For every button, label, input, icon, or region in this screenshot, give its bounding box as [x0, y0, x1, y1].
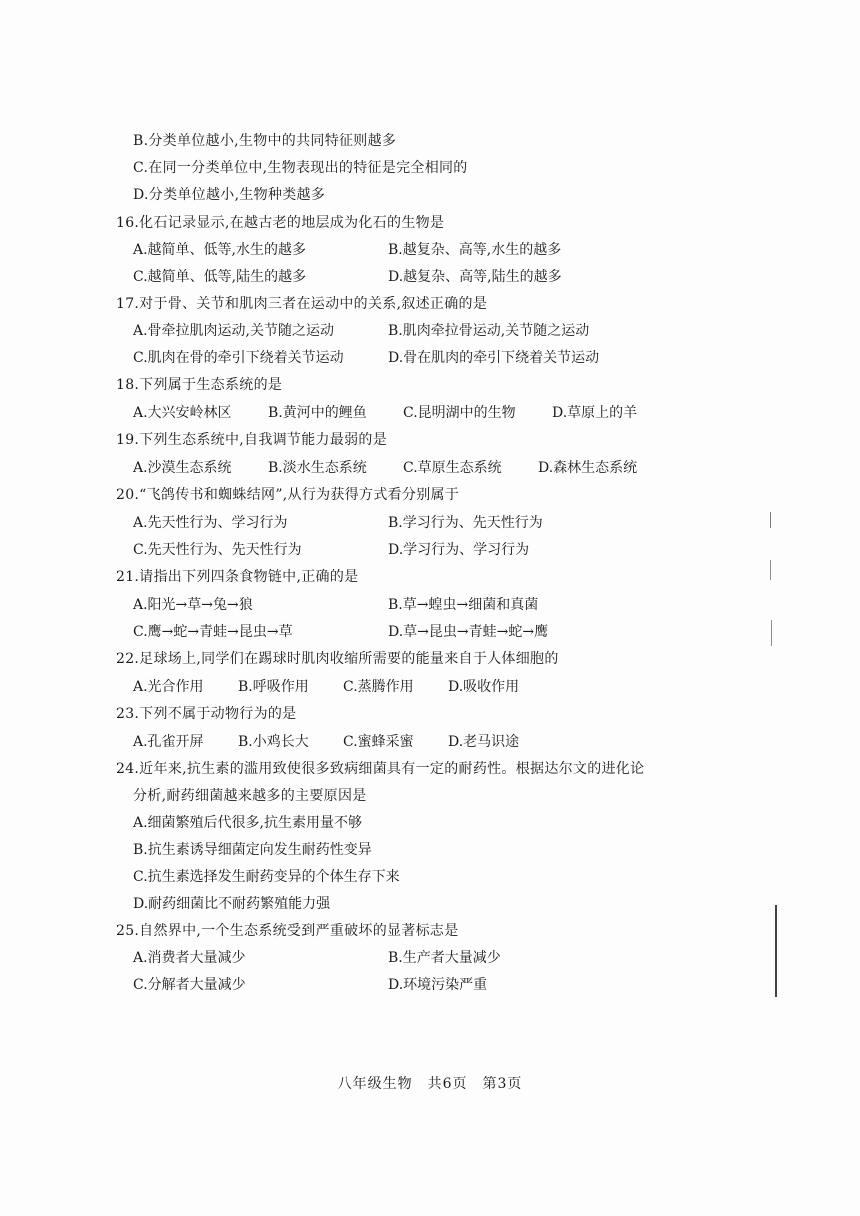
option-b: B.学习行为、先天性行为	[388, 515, 543, 531]
option-c: C.蜜蜂采蜜	[343, 734, 414, 750]
scan-mark	[771, 620, 772, 646]
option-b: B.肌肉牵拉骨运动,关节随之运动	[388, 323, 590, 339]
option-b: B.小鸡长大	[238, 734, 309, 750]
option-d: D.越复杂、高等,陆生的越多	[388, 269, 562, 285]
option-c: C.蒸腾作用	[343, 679, 414, 695]
option-c: C.先天性行为、先天性行为	[133, 542, 302, 558]
page-footer: 八年级生物 共6页 第3页	[337, 1076, 523, 1092]
question-stem: 25.自然界中,一个生态系统受到严重破坏的显著标志是	[116, 923, 459, 939]
option-c: C.鹰→蛇→青蛙→昆虫→草	[133, 624, 293, 640]
option-c: C.昆明湖中的生物	[403, 405, 516, 421]
option-line: D.分类单位越小,生物种类越多	[133, 187, 326, 203]
question-stem: 22.足球场上,同学们在踢球时肌肉收缩所需要的能量来自于人体细胞的	[116, 651, 559, 667]
scan-mark	[770, 512, 771, 528]
option-d: D.草原上的羊	[552, 405, 638, 421]
option-d: D.骨在肌肉的牵引下绕着关节运动	[388, 350, 600, 366]
option-a: A.光合作用	[133, 679, 204, 695]
question-stem: 23.下列不属于动物行为的是	[116, 706, 297, 722]
option-a: A.先天性行为、学习行为	[133, 515, 288, 531]
option-d: D.环境污染严重	[388, 977, 488, 993]
option-line: C.在同一分类单位中,生物表现出的特征是完全相同的	[133, 160, 468, 176]
option-b: B.黄河中的鲤鱼	[268, 405, 367, 421]
question-stem: 19.下列生态系统中,自我调节能力最弱的是	[116, 432, 388, 448]
option-a: A.骨牵拉肌肉运动,关节随之运动	[133, 323, 335, 339]
option-a: A.越简单、低等,水生的越多	[133, 242, 307, 258]
option-line: B.分类单位越小,生物中的共同特征则越多	[133, 133, 397, 149]
question-stem-continuation: 分析,耐药细菌越来越多的主要原因是	[133, 788, 367, 804]
question-stem: 21.请指出下列四条食物链中,正确的是	[116, 569, 359, 585]
option-a: A.孔雀开屏	[133, 734, 204, 750]
question-stem: 24.近年来,抗生素的滥用致使很多致病细菌具有一定的耐药性。根据达尔文的进化论	[116, 761, 645, 777]
option-d: D.学习行为、学习行为	[388, 542, 530, 558]
option-b: B.抗生素诱导细菌定向发生耐药性变异	[133, 842, 372, 858]
option-d: D.吸收作用	[448, 679, 520, 695]
option-b: B.越复杂、高等,水生的越多	[388, 242, 562, 258]
option-a: A.消费者大量减少	[133, 950, 246, 966]
option-b: B.呼吸作用	[238, 679, 309, 695]
option-d: D.老马识途	[448, 734, 520, 750]
option-d: D.草→昆虫→青蛙→蛇→鹰	[388, 624, 549, 640]
option-d: D.森林生态系统	[538, 460, 638, 476]
option-a: A.细菌繁殖后代很多,抗生素用量不够	[133, 815, 363, 831]
option-b: B.生产者大量减少	[388, 950, 501, 966]
option-b: B.草→蝗虫→细菌和真菌	[388, 597, 539, 613]
option-a: A.大兴安岭林区	[133, 405, 232, 421]
scan-mark	[770, 560, 771, 580]
option-c: C.越简单、低等,陆生的越多	[133, 269, 307, 285]
question-stem: 18.下列属于生态系统的是	[116, 377, 283, 393]
option-d: D.耐药细菌比不耐药繁殖能力强	[133, 896, 331, 912]
option-c: C.分解者大量减少	[133, 977, 246, 993]
option-a: A.沙漠生态系统	[133, 460, 232, 476]
option-b: B.淡水生态系统	[268, 460, 367, 476]
question-stem: 16.化石记录显示,在越古老的地层成为化石的生物是	[116, 215, 445, 231]
option-c: C.草原生态系统	[403, 460, 502, 476]
option-a: A.阳光→草→兔→狼	[133, 597, 253, 613]
option-c: C.抗生素选择发生耐药变异的个体生存下来	[133, 869, 400, 885]
scan-mark	[775, 905, 777, 997]
option-c: C.肌肉在骨的牵引下绕着关节运动	[133, 350, 344, 366]
question-stem: 17.对于骨、关节和肌肉三者在运动中的关系,叙述正确的是	[116, 296, 488, 312]
question-stem: 20.“飞鸽传书和蜘蛛结网”,从行为获得方式看分别属于	[116, 487, 460, 503]
